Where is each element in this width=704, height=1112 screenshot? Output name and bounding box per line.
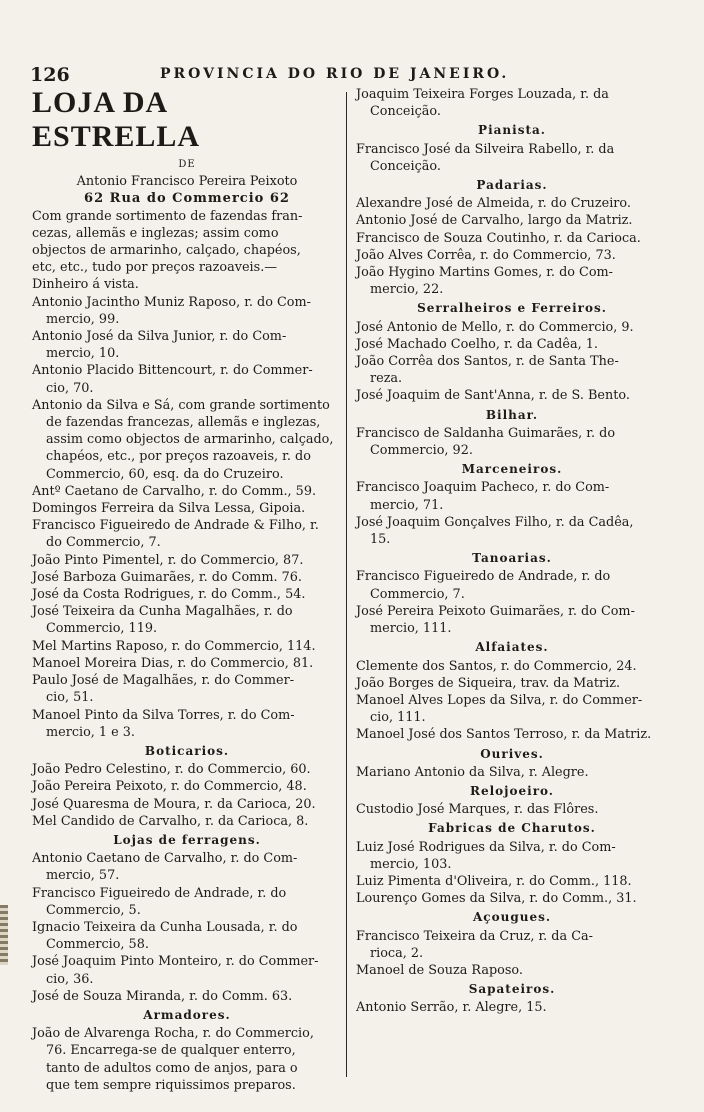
entry-continuation: Commercio, 58.: [46, 937, 149, 953]
store-line: etc, etc., tudo por preços razoaveis.—: [32, 260, 278, 276]
directory-entry: [32, 919, 342, 953]
page-edge-mark: [0, 905, 8, 965]
directory-entry: [32, 850, 342, 884]
entry-line: Manoel José dos Santos Terroso, r. da Matriz.: [356, 727, 652, 743]
relojoeiro-list: [356, 801, 668, 818]
store-title: LOJA DA ESTRELLA: [32, 86, 201, 153]
directory-entry: [356, 568, 668, 602]
entry-continuation: tanto de adultos como de anjos, para o: [46, 1060, 298, 1076]
store-owner: Antonio Francisco Pereira Peixoto: [76, 174, 298, 190]
entry-line: João de Alvarenga Rocha, r. do Commercio,: [32, 1026, 314, 1042]
entry-continuation: mercio, 103.: [370, 856, 452, 872]
directory-entry: [32, 778, 342, 795]
armadores-list: [32, 1025, 342, 1094]
sapateiros-list: [356, 999, 668, 1016]
entry-continuation: cio, 36.: [46, 971, 94, 987]
entry-line: Mel Martins Raposo, r. do Commercio, 114.: [32, 638, 316, 654]
alfaiates-list: [356, 658, 668, 744]
entry-line: Antonio José da Silva Junior, r. do Com-: [32, 329, 287, 345]
entry-line: Joaquim Teixeira Forges Louzada, r. da: [356, 87, 609, 102]
page-title: PROVINCIA DO RIO DE JANEIRO.: [160, 66, 510, 82]
serralheiros-list: [356, 319, 668, 405]
entry-line: Manoel Moreira Dias, r. do Commercio, 81.: [32, 655, 314, 671]
page-number: 126: [30, 64, 70, 86]
entry-continuation: mercio, 10.: [46, 346, 120, 362]
directory-entry: [356, 675, 668, 692]
directory-entry: [32, 294, 342, 328]
entry-continuation: chapéos, etc., por preços razoaveis, r. do: [46, 449, 311, 465]
entry-line: João Alves Corrêa, r. do Commercio, 73.: [356, 247, 616, 263]
pianista-list: [356, 141, 668, 175]
section-heading-tanoarias: Tanoarias.: [472, 551, 552, 566]
directory-entry: [32, 397, 342, 483]
entry-continuation: Commercio, 7.: [370, 586, 465, 602]
directory-entry: [356, 692, 668, 726]
entry-line: José Quaresma de Moura, r. da Carioca, 20.: [32, 796, 316, 812]
left-column: [32, 86, 342, 1094]
directory-entry: [356, 319, 668, 336]
directory-entry: [32, 1025, 342, 1094]
directory-entry: [356, 873, 668, 890]
directory-entry: [32, 328, 342, 362]
entry-line: José Joaquim de Sant'Anna, r. de S. Bento.: [356, 388, 630, 404]
directory-entry: [356, 658, 668, 675]
tanoarias-list: [356, 568, 668, 637]
padarias-list: [356, 195, 668, 298]
directory-entry: [356, 801, 668, 818]
section-heading-ferragens: Lojas de ferragens.: [113, 832, 261, 847]
entry-line: Antonio Placido Bittencourt, r. do Commer-: [32, 363, 313, 379]
directory-entry: [32, 813, 342, 830]
directory-entry: [32, 569, 342, 586]
entry-line: Antonio Caetano de Carvalho, r. do Com-: [32, 851, 298, 867]
bilhar-list: [356, 425, 668, 459]
entry-continuation: cio, 51.: [46, 690, 94, 706]
entry-line: José Joaquim Pinto Monteiro, r. do Commer-: [32, 954, 319, 970]
entry-continuation: mercio, 111.: [370, 621, 452, 637]
right-column: [356, 86, 668, 1017]
entry-line: Francisco de Saldanha Guimarães, r. do: [356, 425, 616, 441]
entry-line: Luiz Pimenta d'Oliveira, r. do Comm., 118.: [356, 873, 632, 889]
entry-line: Ignacio Teixeira da Cunha Lousada, r. do: [32, 919, 298, 935]
ferragens-list: [32, 850, 342, 1005]
directory-entry: [356, 726, 668, 743]
entry-continuation: Commercio, 60, esq. da do Cruzeiro.: [46, 466, 284, 482]
directory-entry: [32, 586, 342, 603]
directory-entry: [356, 999, 668, 1016]
acougues-list: [356, 928, 668, 980]
entry-line: Francisco Teixeira da Cruz, r. da Ca-: [356, 928, 593, 944]
entry-line: João Pereira Peixoto, r. do Commercio, 48.: [32, 779, 307, 795]
entry-line: Paulo José de Magalhães, r. do Commer-: [32, 673, 295, 689]
entry-continuation: mercio, 99.: [46, 311, 120, 327]
directory-entry: [356, 336, 668, 353]
directory-entry: [356, 425, 668, 459]
entry-continuation: do Commercio, 7.: [46, 535, 161, 551]
section-heading-boticarios: Boticarios.: [144, 743, 230, 758]
directory-entry: [32, 885, 342, 919]
entry-line: José Joaquim Gonçalves Filho, r. da Cadêa,: [356, 514, 634, 530]
directory-entry: [356, 212, 668, 229]
entry-line: Mel Candido de Carvalho, r. da Carioca, 8.: [32, 813, 309, 829]
entry-line: João Borges de Siqueira, trav. da Matriz.: [356, 675, 621, 691]
directory-entry: [32, 953, 342, 987]
entry-line: João Hygino Martins Gomes, r. do Com-: [356, 265, 613, 281]
directory-entry: [32, 517, 342, 551]
entry-line: Antonio da Silva e Sá, com grande sortimento: [32, 397, 330, 413]
directory-entry: [32, 638, 342, 655]
entry-line: José Barboza Guimarães, r. do Comm. 76.: [32, 569, 302, 585]
store-line: cezas, allemãs e inglezas; assim como: [32, 225, 279, 241]
entry-line: Custodio José Marques, r. das Flôres.: [356, 802, 599, 818]
entry-line: Francisco Figueiredo de Andrade, r. do: [32, 885, 287, 901]
ourives-list: [356, 764, 668, 781]
directory-entry: [356, 264, 668, 298]
entry-line: Francisco Figueiredo de Andrade & Filho, r.: [32, 518, 319, 534]
column-divider: [346, 92, 347, 1077]
entry-continuation: cio, 70.: [46, 380, 94, 396]
directory-entry: [32, 672, 342, 706]
entry-continuation: rioca, 2.: [370, 945, 424, 961]
section-heading-serralheiros: Serralheiros e Ferreiros.: [417, 301, 607, 316]
section-heading-acougues: Açougues.: [472, 910, 552, 925]
entry-line: José Pereira Peixoto Guimarães, r. do Com-: [356, 603, 635, 619]
entry-continuation: reza.: [370, 371, 403, 387]
directory-entry: [32, 761, 342, 778]
directory-entry: [356, 247, 668, 264]
entry-continuation: Commercio, 92.: [370, 443, 473, 459]
directory-entry: [356, 353, 668, 387]
section-heading-marceneiros: Marceneiros.: [461, 462, 563, 477]
directory-entry: [356, 230, 668, 247]
entry-continuation: mercio, 1 e 3.: [46, 724, 135, 740]
section-heading-ourives: Ourives.: [480, 746, 544, 761]
entry-line: Luiz José Rodrigues da Silva, r. do Com-: [356, 839, 616, 855]
section-heading-charutos: Fabricas de Charutos.: [428, 821, 596, 836]
entry-line: Francisco Joaquim Pacheco, r. do Com-: [356, 480, 610, 496]
store-line: objectos de armarinho, calçado, chapéos,: [32, 243, 301, 259]
section-heading-padarias: Padarias.: [476, 178, 548, 193]
entry-continuation: que tem sempre riquissimos preparos.: [46, 1077, 296, 1093]
directory-entry: [356, 839, 668, 873]
store-line: Com grande sortimento de fazendas fran-: [32, 208, 303, 224]
entry-line: José de Souza Miranda, r. do Comm. 63.: [32, 988, 293, 1004]
directory-entry: [32, 483, 342, 500]
directory-entry: [356, 479, 668, 513]
entry-line: José Teixeira da Cunha Magalhães, r. do: [32, 604, 293, 620]
entry-continuation: mercio, 57.: [46, 868, 120, 884]
entry-line: Mariano Antonio da Silva, r. Alegre.: [356, 764, 589, 780]
entry-continuation: Commercio, 5.: [46, 902, 141, 918]
entry-continuation: cio, 111.: [370, 710, 426, 726]
entry-line: Francisco José da Silveira Rabello, r. da: [356, 141, 615, 157]
entry-continuation: 76. Encarrega-se de qualquer enterro,: [46, 1043, 296, 1059]
directory-entry: [32, 655, 342, 672]
entry-line: Antonio Jacintho Muniz Raposo, r. do Com-: [32, 294, 311, 310]
entry-continuation: Conceição.: [370, 158, 441, 174]
directory-entry: [356, 387, 668, 404]
directory-entry: [32, 707, 342, 741]
entry-line: Manoel de Souza Raposo.: [356, 962, 523, 978]
directory-entry: [356, 962, 668, 979]
directory-entry: [356, 86, 668, 120]
store-de: DE: [178, 159, 196, 170]
entry-continuation: 15.: [370, 532, 391, 548]
directory-entry: [356, 603, 668, 637]
directory-entry: [32, 362, 342, 396]
directory-entry: [356, 141, 668, 175]
entry-continuation: Commercio, 119.: [46, 621, 158, 637]
entry-line: Antonio José de Carvalho, largo da Matriz.: [356, 213, 633, 229]
section-heading-sapateiros: Sapateiros.: [468, 982, 556, 997]
entry-line: Domingos Ferreira da Silva Lessa, Gipoia.: [32, 501, 306, 517]
directory-entry: [32, 796, 342, 813]
directory-entry: [356, 890, 668, 907]
store-line: Dinheiro á vista.: [32, 277, 139, 293]
section-heading-bilhar: Bilhar.: [485, 407, 539, 422]
entry-line: Francisco de Souza Coutinho, r. da Carioca.: [356, 230, 641, 246]
entry-line: Antonio Serrão, r. Alegre, 15.: [356, 1000, 547, 1016]
entry-line: José Machado Coelho, r. da Cadêa, 1.: [356, 336, 598, 352]
directory-entry: [32, 500, 342, 517]
section-heading-alfaiates: Alfaiates.: [475, 640, 549, 655]
directory-entry: [356, 928, 668, 962]
entry-continuation: de fazendas francezas, allemãs e inglezas,: [46, 415, 321, 431]
store-description: [32, 208, 342, 294]
entry-line: Manoel Pinto da Silva Torres, r. do Com-: [32, 707, 295, 723]
section-heading-pianista: Pianista.: [478, 123, 546, 138]
boticarios-list: [32, 761, 342, 830]
entry-line: João Pinto Pimentel, r. do Commercio, 87.: [32, 552, 304, 568]
section-heading-armadores: Armadores.: [143, 1007, 231, 1022]
entry-continuation: mercio, 71.: [370, 497, 444, 513]
directory-entry: [32, 988, 342, 1005]
entry-line: José Antonio de Mello, r. do Commercio, 9.: [356, 319, 634, 335]
store-street: 62 Rua do Commercio 62: [84, 191, 290, 207]
entry-line: Alexandre José de Almeida, r. do Cruzeiro.: [356, 196, 631, 212]
section-heading-relojoeiro: Relojoeiro.: [469, 783, 554, 798]
entry-line: Manoel Alves Lopes da Silva, r. do Commer-: [356, 692, 643, 708]
entry-line: José da Costa Rodrigues, r. do Comm., 54.: [32, 587, 306, 603]
entry-line: Lourenço Gomes da Silva, r. do Comm., 31.: [356, 891, 637, 907]
entry-continuation: assim como objectos de armarinho, calçado,: [46, 432, 334, 448]
entry-line: Francisco Figueiredo de Andrade, r. do: [356, 569, 611, 585]
entry-continuation: Conceição.: [370, 104, 441, 120]
charutos-list: [356, 839, 668, 908]
top-continued-list: [356, 86, 668, 120]
entry-line: Clemente dos Santos, r. do Commercio, 24.: [356, 658, 637, 674]
directory-entry: [32, 552, 342, 569]
entry-continuation: mercio, 22.: [370, 282, 444, 298]
directory-entry: [32, 603, 342, 637]
directory-entry: [356, 514, 668, 548]
marceneiros-list: [356, 479, 668, 548]
entries-a-list: [32, 294, 342, 741]
directory-entry: [356, 195, 668, 212]
page-header: [30, 62, 670, 88]
store-advert: [32, 86, 342, 294]
directory-entry: [356, 764, 668, 781]
entry-line: João Pedro Celestino, r. do Commercio, 60.: [32, 762, 311, 778]
entry-line: Antº Caetano de Carvalho, r. do Comm., 59.: [32, 483, 317, 499]
entry-line: João Corrêa dos Santos, r. de Santa The-: [356, 354, 619, 370]
